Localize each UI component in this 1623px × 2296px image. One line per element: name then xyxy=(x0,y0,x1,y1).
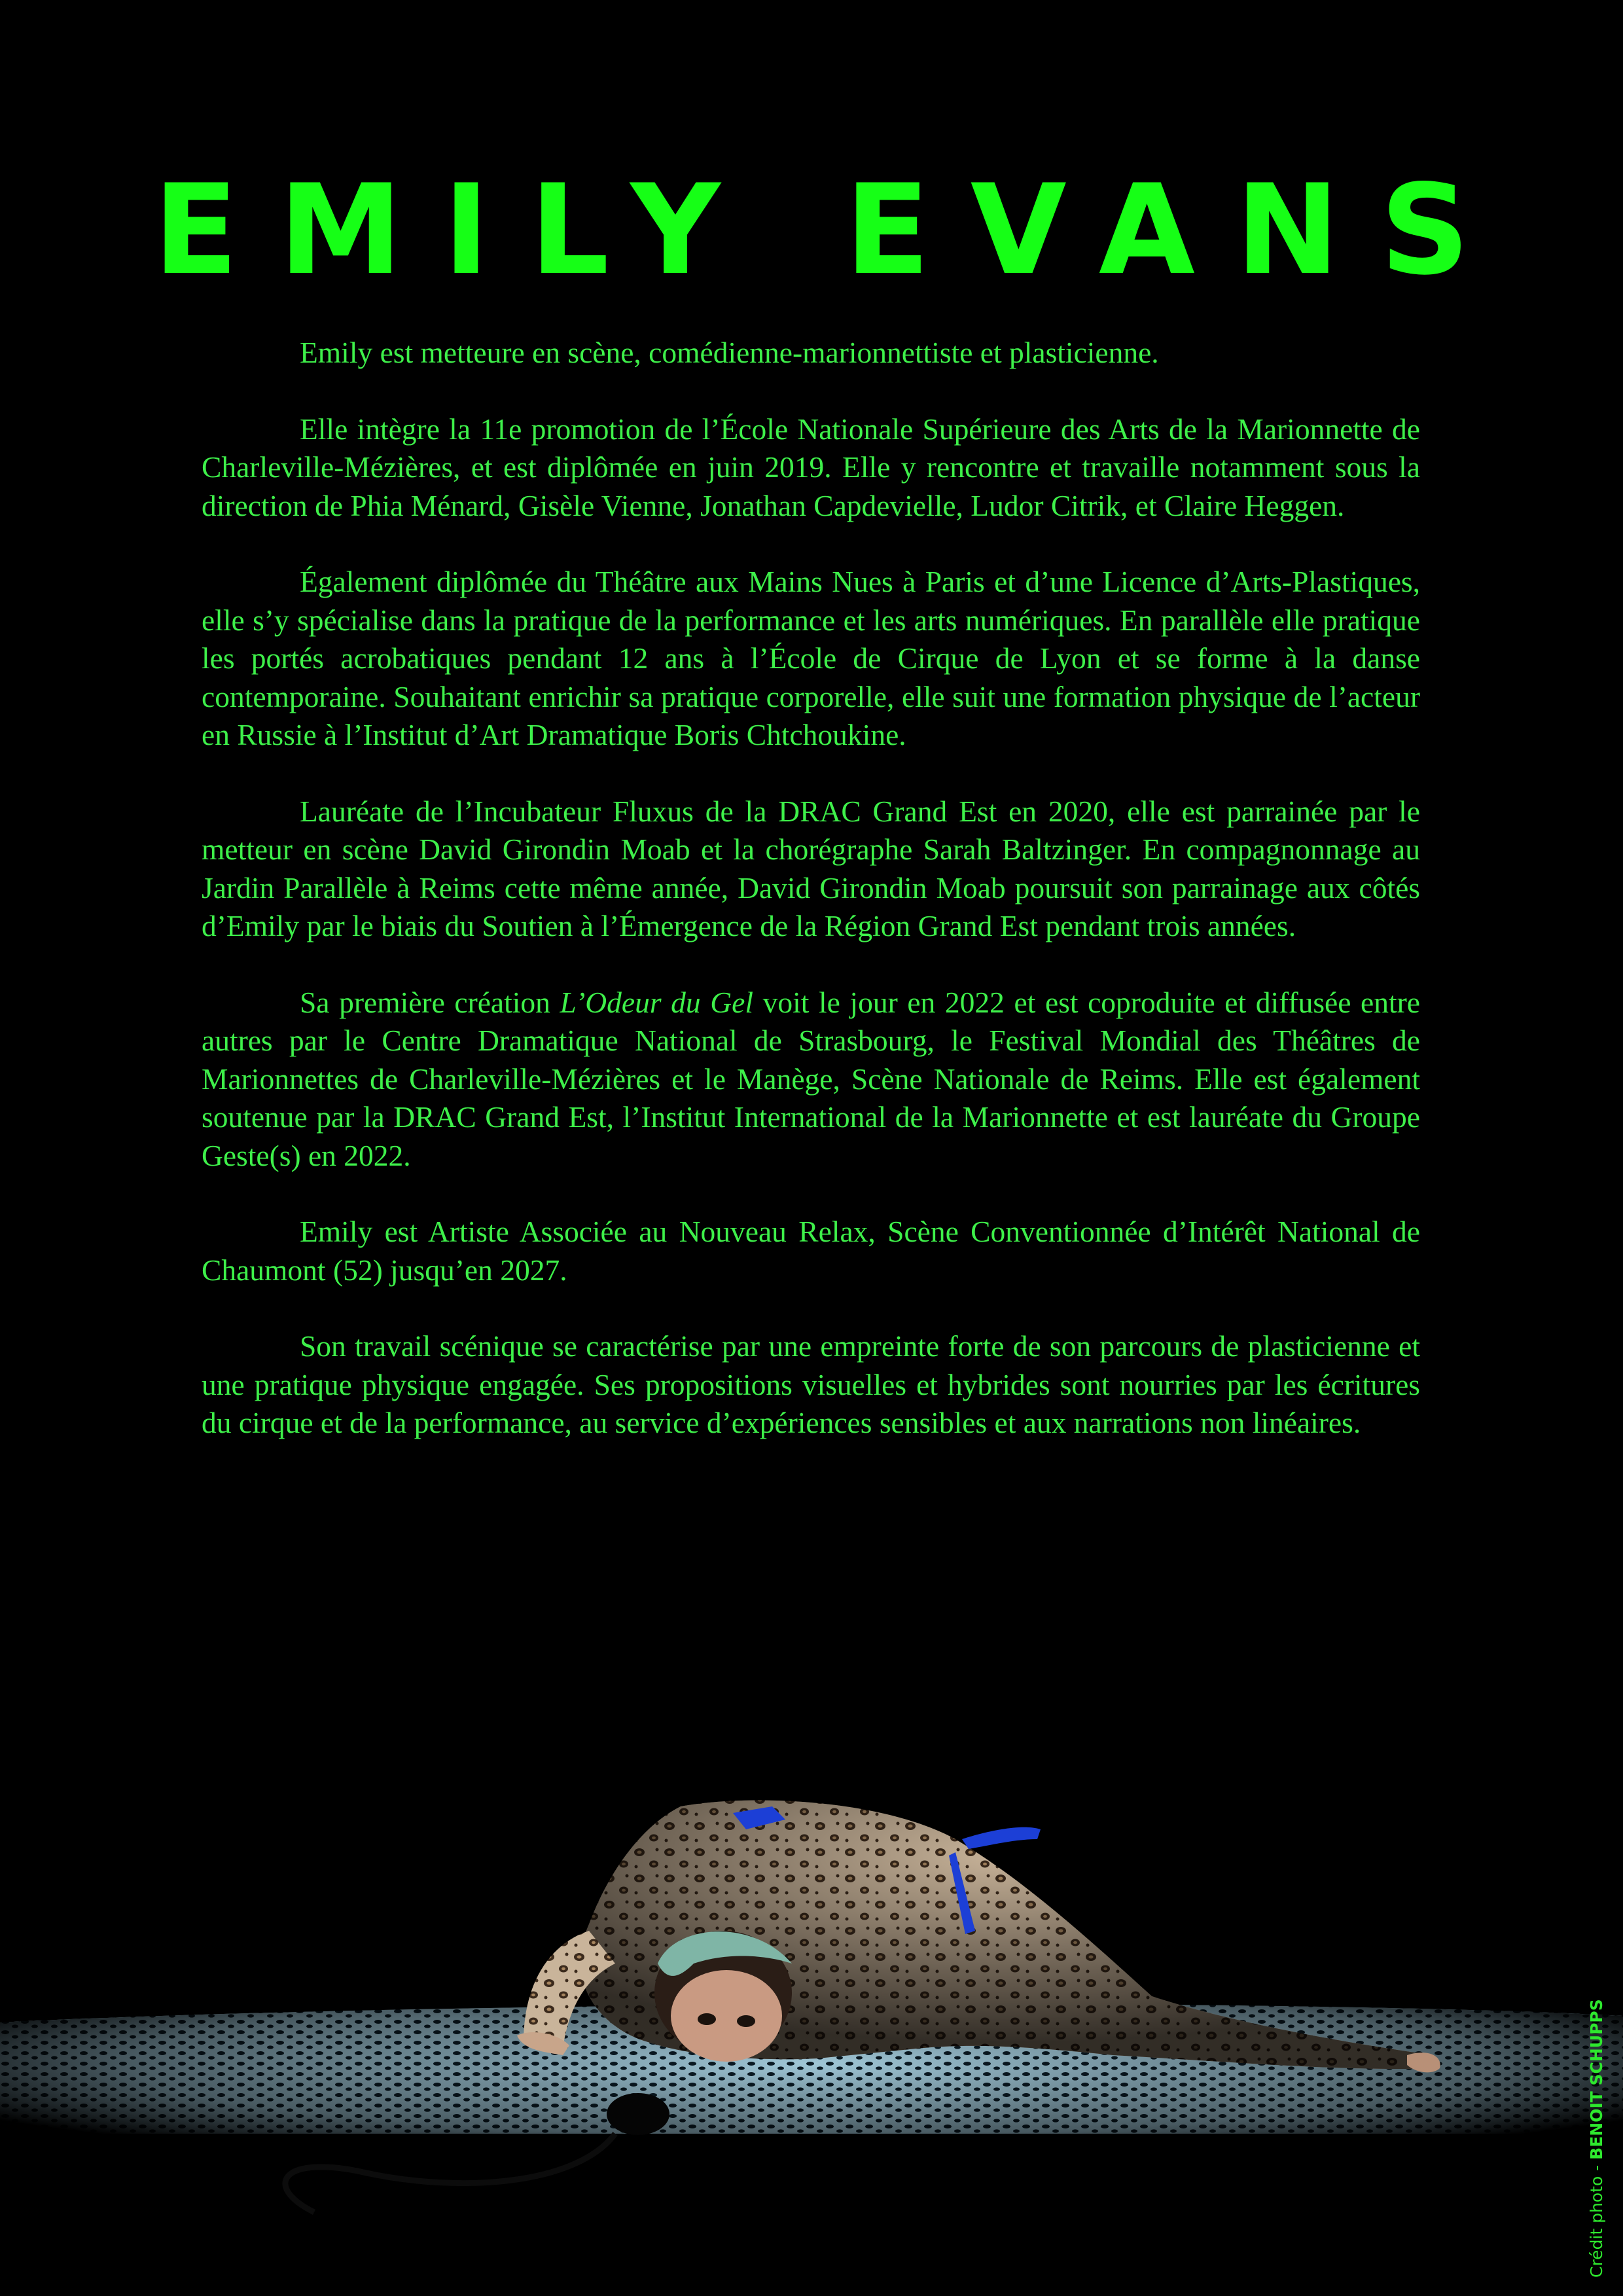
creation-title: L’Odeur du Gel xyxy=(560,985,753,1019)
photo-credit xyxy=(1587,1999,1606,2278)
bio-paragraph-creation xyxy=(202,984,1420,1175)
creation-text-before: Sa première création xyxy=(300,985,560,1019)
bio-paragraph-residency: Emily est Artiste Associée au Nouveau Relax, Scène Conventionnée d’Intérêt National de Chaumont (52) jusqu’en 2027. xyxy=(202,1215,1420,1287)
bio-paragraph-style: Son travail scénique se caractérise par une empreinte forte de son parcours de plasticienne et une pratique physique engagée. Ses propositions visuelles et hybrides sont nourries par les écritures du cirque et de la performance, au service d’expériences sensibles et aux narrations non linéaires. xyxy=(202,1329,1420,1439)
bio-paragraph-incubator: Lauréate de l’Incubateur Fluxus de la DRAC Grand Est en 2020, elle est parrainée par le metteur en scène David Girondin Moab et la chorégraphe Sarah Baltzinger. En compagnonnage au Jardin Parallèle à Reims cette même année, David Girondin Moab poursuit son parrainage aux côtés d’Emily par le biais du Soutien à l’Émergence de la Région Grand Est pendant trois années. xyxy=(202,794,1420,942)
bio-paragraph-intro: Emily est metteure en scène, comédienne-marionnettiste et plasticienne. xyxy=(300,336,1159,369)
photographer-name: BENOIT SCHUPPS xyxy=(1587,1999,1606,2160)
creation-text-after: voit le jour en 2022 et est coproduite et diffusée entre autres par le Centre Dramatique National de Strasbourg, le Festival Mondial des Théâtres de Marionnettes de Charleville-Mézières et le Manège, Scène Nationale de Reims. Elle est également soutenue par la DRAC Grand Est, l’Institut International de la Marionnette et est lauréate du Groupe Geste(s) en 2022. xyxy=(202,985,1420,1172)
performance-photo xyxy=(0,1767,1623,2296)
photo-credit-label: Crédit photo - xyxy=(1587,2159,1606,2278)
page-title: EMILY EVANS xyxy=(153,158,1510,303)
bio-paragraph-training: Elle intègre la 11e promotion de l’École Nationale Supérieure des Arts de la Marionnette de Charleville-Mézières, et est diplômée en juin 2019. Elle y rencontre et travaille notamment sous la direction de Phia Ménard, Gisèle Vienne, Jonathan Capdevielle, Ludor Citrik, et Claire Heggen. xyxy=(202,412,1420,522)
bio-paragraph-education: Également diplômée du Théâtre aux Mains Nues à Paris et d’une Licence d’Arts-Plastiques, elle s’y spécialise dans la pratique de la performance et les arts numériques. En parallèle elle pratique les portés acrobatiques pendant 12 ans à l’École de Cirque de Lyon et se forme à la danse contemporaine. Souhaitant enrichir sa pratique corporelle, elle suit une formation physique de l’acteur en Russie à l’Institut d’Art Dramatique Boris Chtchoukine. xyxy=(202,565,1420,751)
biography-text xyxy=(202,334,1420,1480)
